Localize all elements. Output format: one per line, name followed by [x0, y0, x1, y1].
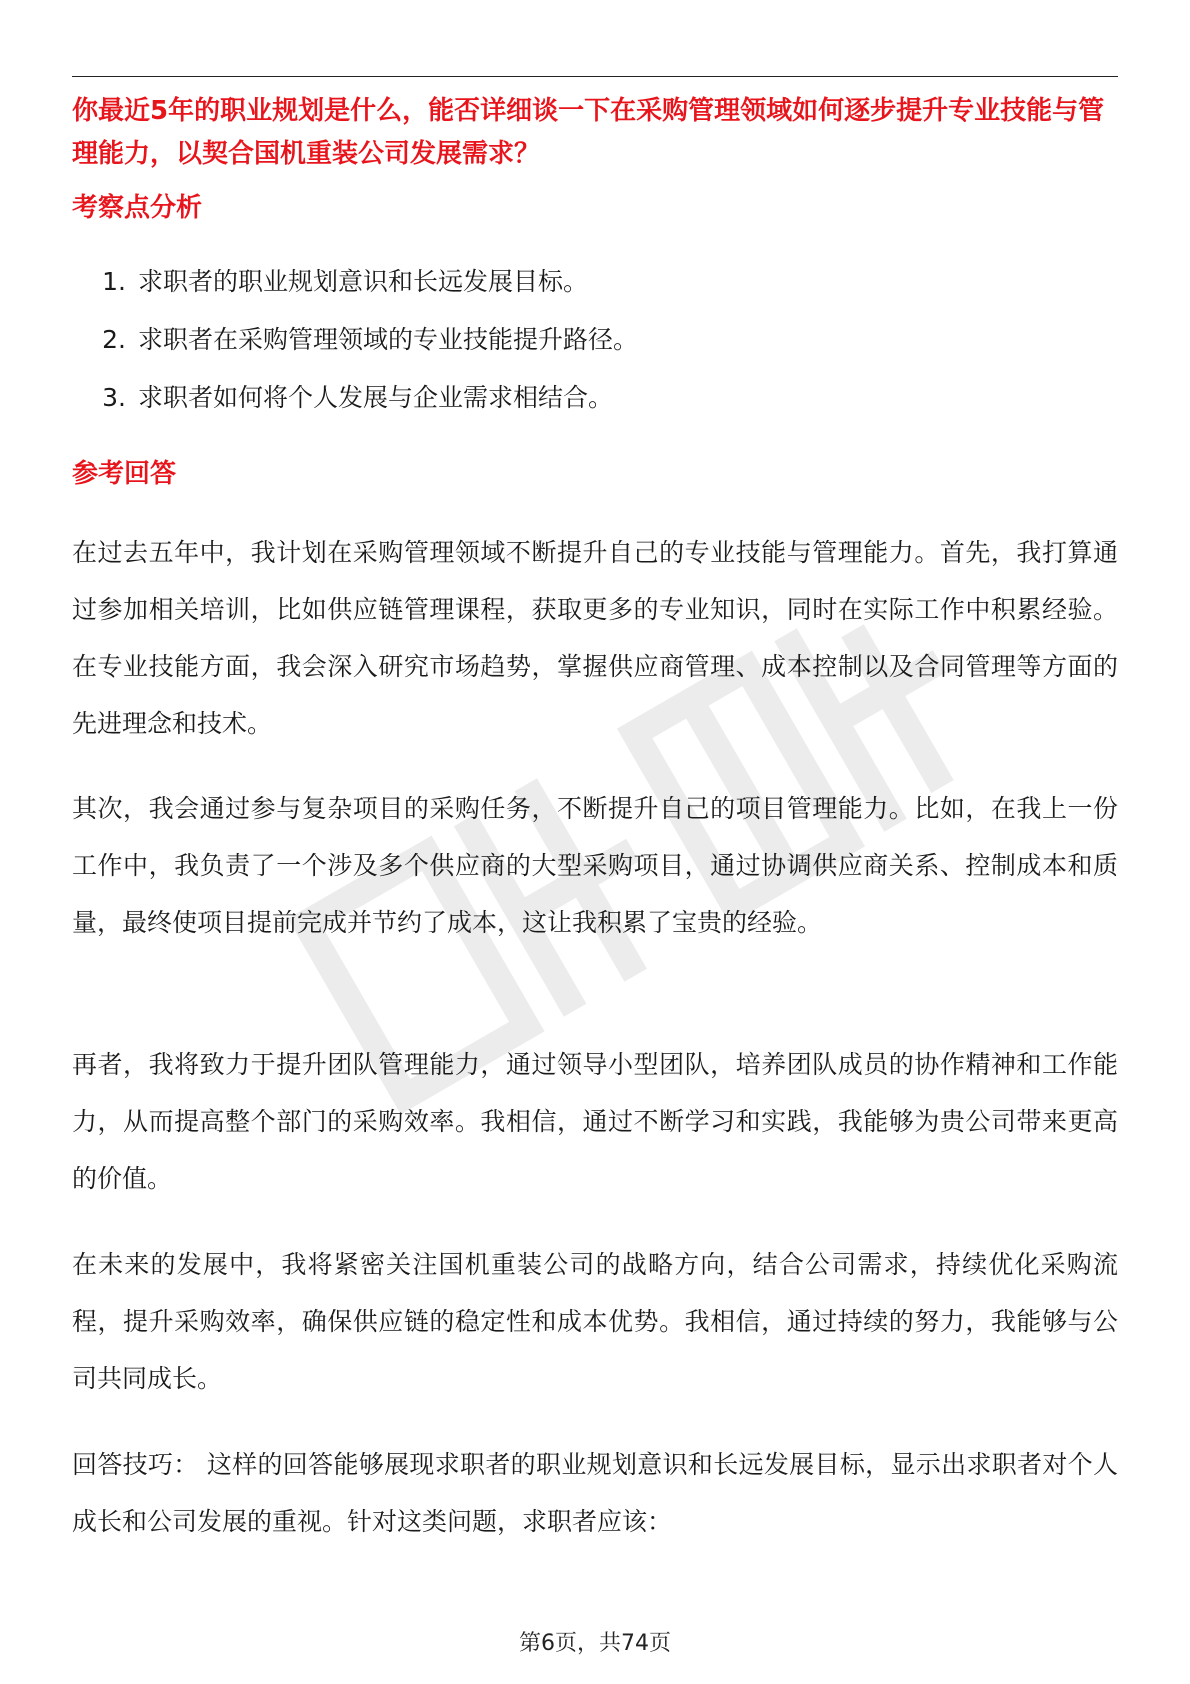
answer-paragraph: 再者，我将致力于提升团队管理能力，通过领导小型团队，培养团队成员的协作精神和工作能力，从而提高整个部门的采购效率。我相信，通过不断学习和实践，我能够为贵公司带来更高的价值。	[72, 1050, 1118, 1193]
list-item-number: 3.	[102, 383, 126, 412]
answer-paragraph: 在过去五年中，我计划在采购管理领域不断提升自己的专业技能与管理能力。首先，我打算通过参加相关培训，比如供应链管理课程，获取更多的专业知识，同时在实际工作中积累经验。在专业技能方面，我会深入研究市场趋势，掌握供应商管理、成本控制以及合同管理等方面的先进理念和技术。	[72, 538, 1118, 738]
list-item-text: 求职者的职业规划意识和长远发展目标。	[138, 267, 589, 296]
analysis-heading: 考察点分析	[72, 193, 203, 223]
question-title: 你最近5年的职业规划是什么，能否详细谈一下在采购管理领域如何逐步提升专业技能与管理能力，以契合国机重装公司发展需求？	[72, 96, 1105, 169]
page-number: 第6页，共74页	[519, 1631, 671, 1656]
list-item-number: 1.	[102, 267, 126, 296]
analysis-list	[72, 264, 1118, 438]
list-item-text: 求职者如何将个人发展与企业需求相结合。	[138, 383, 614, 412]
answer-tips-paragraph: 回答技巧： 这样的回答能够展现求职者的职业规划意识和长远发展目标，显示出求职者对个人成长和公司发展的重视。针对这类问题，求职者应该：	[72, 1450, 1118, 1536]
list-item-number: 2.	[102, 325, 126, 354]
answer-heading: 参考回答	[72, 459, 177, 489]
list-item	[72, 380, 1118, 438]
answer-paragraph: 在未来的发展中，我将紧密关注国机重装公司的战略方向，结合公司需求，持续优化采购流程，提升采购效率，确保供应链的稳定性和成本优势。我相信，通过持续的努力，我能够与公司共同成长。	[72, 1250, 1118, 1393]
answer-paragraph: 其次，我会通过参与复杂项目的采购任务，不断提升自己的项目管理能力。比如，在我上一份工作中，我负责了一个涉及多个供应商的大型采购项目，通过协调供应商关系、控制成本和质量，最终使项目提前完成并节约了成本，这让我积累了宝贵的经验。	[72, 794, 1118, 937]
list-item-text: 求职者在采购管理领域的专业技能提升路径。	[138, 325, 639, 354]
list-item	[72, 322, 1118, 380]
top-divider	[72, 76, 1118, 77]
list-item	[72, 264, 1118, 322]
